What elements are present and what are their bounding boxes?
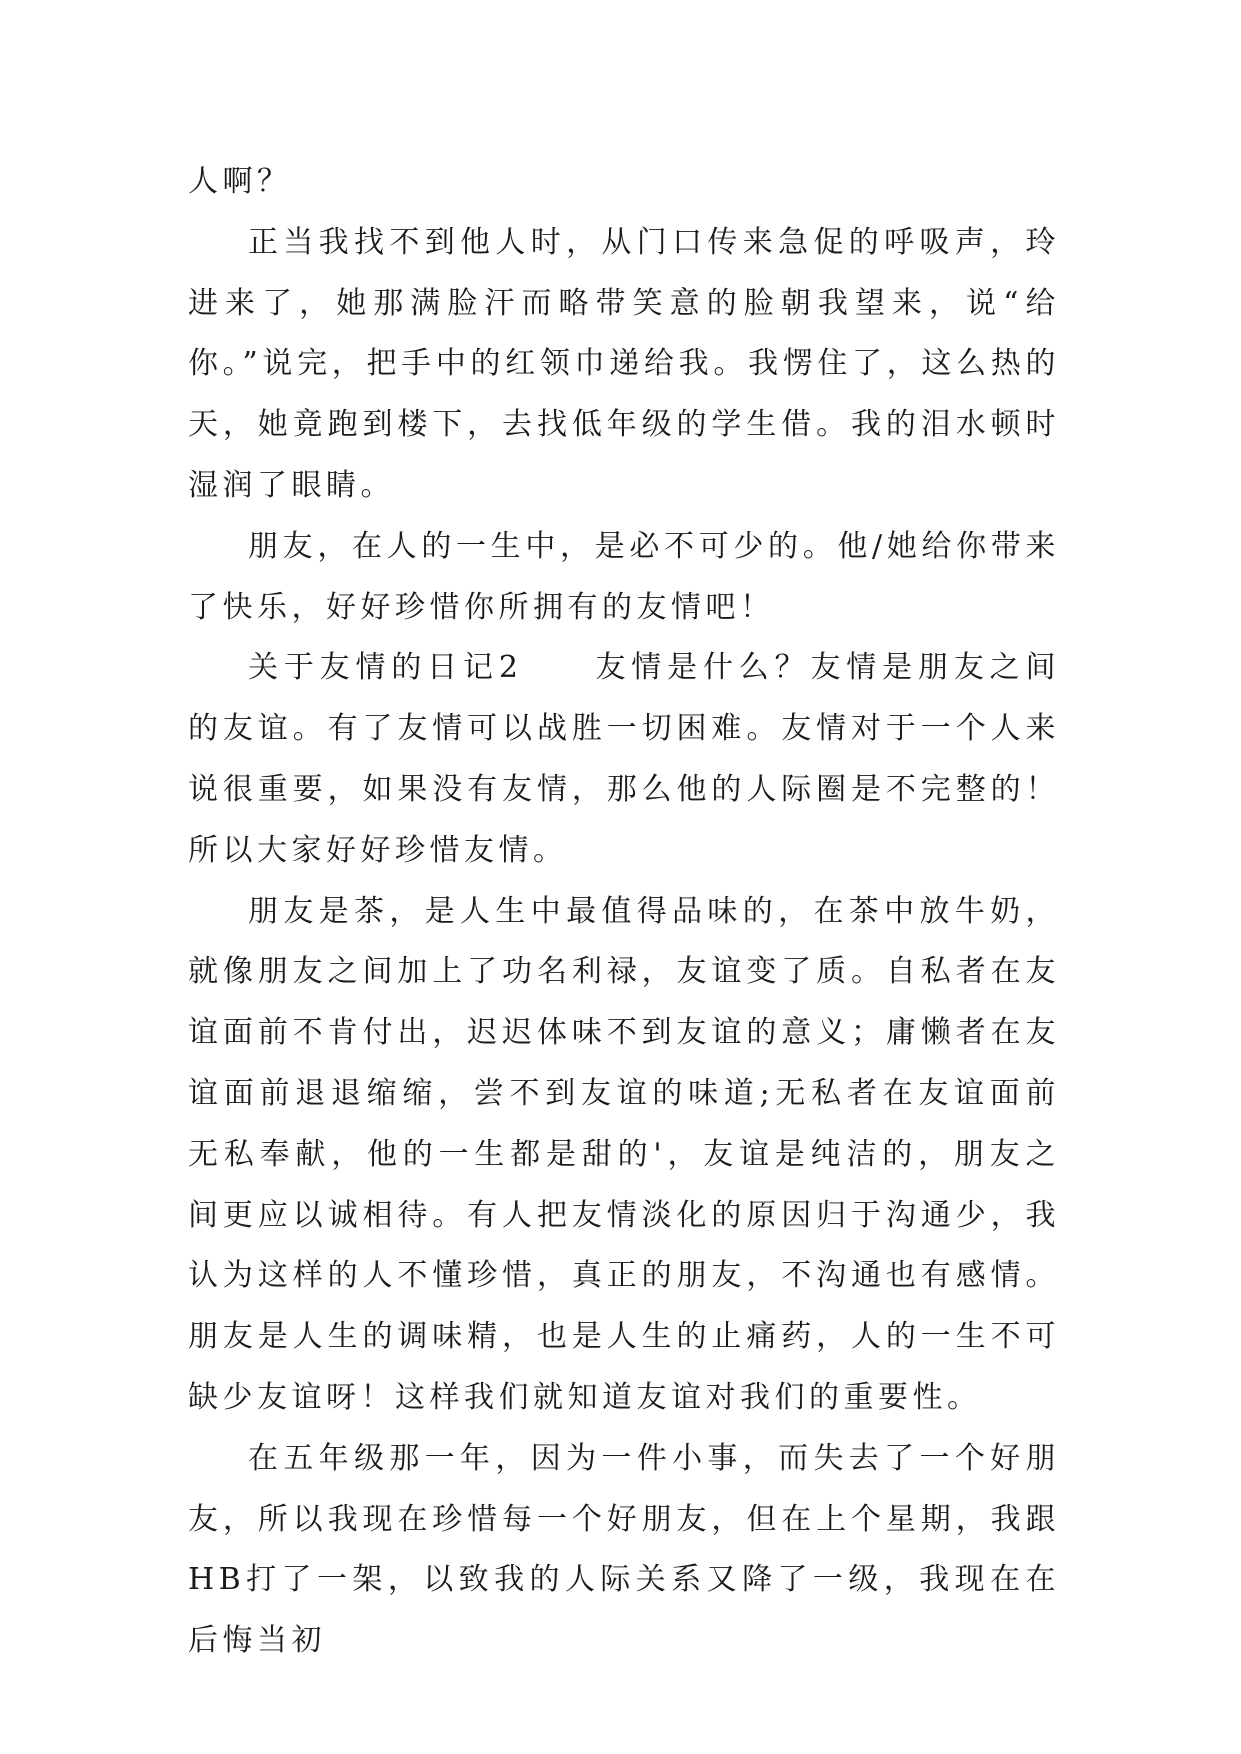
paragraph-friends-essential: 朋友，在人的一生中，是必不可少的。他/她给你带来了快乐，好好珍惜你所拥有的友情吧！ [188,528,1060,625]
paragraph-continuation: 人啊？ [188,164,292,199]
paragraph-fifth-grade: 在五年级那一年，因为一件小事，而失去了一个好朋友，所以我现在珍惜每一个好朋友，但在上个星期，我跟HB打了一架，以致我的人际关系又降了一级，我现在在后悔当初 [188,1440,1060,1659]
document-body [188,152,1060,1672]
paragraph-borrowed-scarf: 正当我找不到他人时，从门口传来急促的呼吸声，玲进来了，她那满脸汗而略带笑意的脸朝我望来，说“给你。”说完，把手中的红领巾递给我。我愣住了，这么热的天，她竟跑到楼下，去找低年级的学生借。我的泪水顿时湿润了眼睛。 [188,224,1060,503]
paragraph-diary-2: 关于友情的日记2 友情是什么？友情是朋友之间的友谊。有了友情可以战胜一切困难。友情对于一个人来说很重要，如果没有友情，那么他的人际圈是不完整的！所以大家好好珍惜友情。 [188,650,1060,868]
paragraph-friend-is-tea: 朋友是茶，是人生中最值得品味的，在茶中放牛奶，就像朋友之间加上了功名利禄，友谊变了质。自私者在友谊面前不肯付出，迟迟体味不到友谊的意义；庸懒者在友谊面前退退缩缩，尝不到友谊的味道;无私者在友谊面前无私奉献，他的一生都是甜的'，友谊是纯洁的，朋友之间更应以诚相待。有人把友情淡化的原因归于沟通少，我认为这样的人不懂珍惜，真正的朋友，不沟通也有感情。朋友是人生的调味精，也是人生的止痛药，人的一生不可缺少友谊呀！这样我们就知道友谊对我们的重要性。 [188,893,1060,1415]
